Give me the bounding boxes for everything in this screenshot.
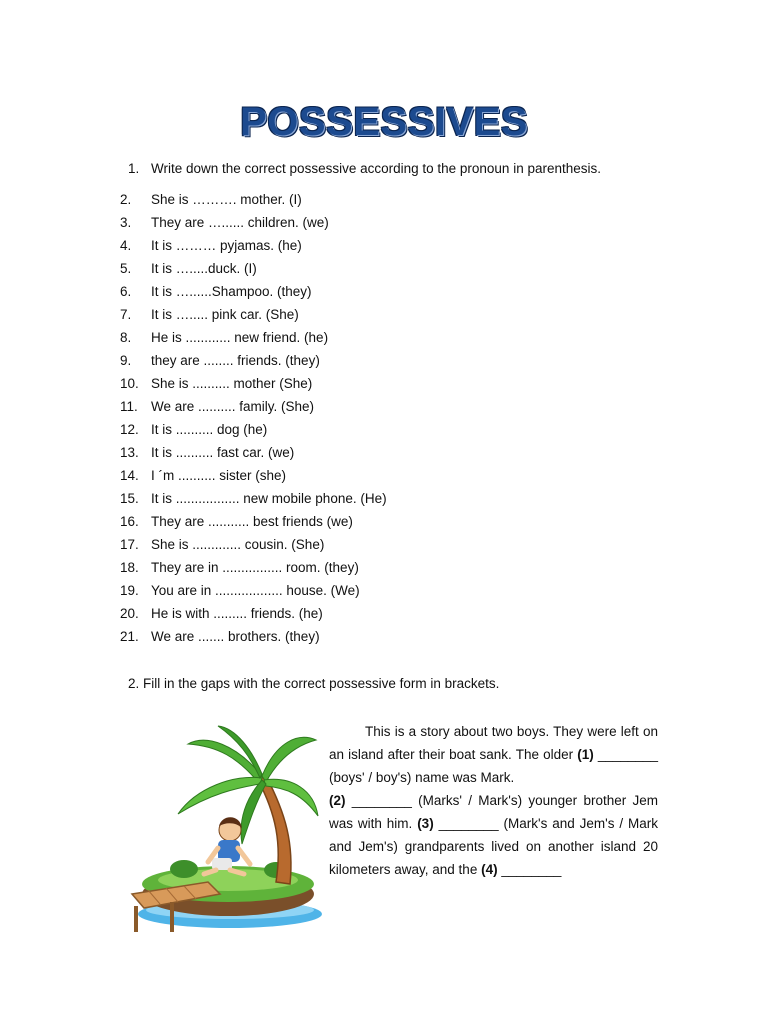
exercise-item	[120, 191, 387, 214]
palm-leaf	[241, 780, 266, 844]
exercise-item	[120, 467, 387, 490]
gap-marker: (2)	[329, 793, 346, 808]
exercise-number: 18.	[120, 560, 139, 575]
exercise-number: 16.	[120, 514, 139, 529]
exercise-item	[120, 490, 387, 513]
story-text: ________ (Marks' / Mark's) younger brother Jem was with him.	[329, 793, 658, 831]
exercise-text: We are .......... family. (She)	[151, 399, 315, 414]
gap-marker: (3)	[417, 816, 434, 831]
exercise-number: 12.	[120, 422, 139, 437]
section1-instruction-text: Write down the correct possessive according to the pronoun in parenthesis.	[151, 161, 601, 176]
exercise-text: They are …...... children. (we)	[151, 215, 329, 230]
exercise-number: 5.	[120, 261, 132, 276]
exercise-text: They are in ................ room. (they)	[151, 560, 359, 575]
exercise-number: 3.	[120, 215, 132, 230]
exercise-number: 11.	[120, 399, 138, 414]
exercise-item	[120, 352, 387, 375]
exercise-number: 21.	[120, 629, 139, 644]
story-text: This is a story about two boys. They were left on an island after their boat sank. The older	[329, 724, 658, 762]
exercise-text: He is ............ new friend. (he)	[151, 330, 329, 345]
exercise-number: 19.	[120, 583, 139, 598]
exercise-text: they are ........ friends. (they)	[151, 353, 320, 368]
story-text: ________ (boys' / boy's) name was Mark.	[329, 747, 658, 785]
exercise-item	[120, 536, 387, 559]
exercise-item	[120, 260, 387, 283]
exercise-number: 6.	[120, 284, 132, 299]
exercise-text: It is ……… pyjamas. (he)	[151, 238, 302, 253]
exercise-item	[120, 214, 387, 237]
exercise-item	[120, 306, 387, 329]
exercise-text: It is .......... fast car. (we)	[151, 445, 295, 460]
section2-instruction: 2. Fill in the gaps with the correct possessive form in brackets.	[128, 676, 500, 691]
section1-number: 1.	[128, 161, 140, 176]
exercise-number: 4.	[120, 238, 132, 253]
palm-leaf	[262, 737, 316, 782]
exercise-number: 20.	[120, 606, 139, 621]
exercise-text: She is ............. cousin. (She)	[151, 537, 325, 552]
exercise-item	[120, 559, 387, 582]
exercise-number: 7.	[120, 307, 132, 322]
exercise-item	[120, 628, 387, 651]
exercise-number: 15.	[120, 491, 139, 506]
exercise-item	[120, 605, 387, 628]
exercise-number: 2.	[120, 192, 132, 207]
title-text: POSSESSIVES	[240, 100, 528, 144]
exercise-item	[120, 582, 387, 605]
exercise-text: He is with ......... friends. (he)	[151, 606, 323, 621]
exercise-number: 14.	[120, 468, 139, 483]
exercise-text: It is ................. new mobile phone. (He)	[151, 491, 387, 506]
exercise-number: 13.	[120, 445, 139, 460]
island-illustration	[126, 724, 322, 936]
section1-instruction	[128, 161, 601, 176]
exercise-text: You are in .................. house. (We)	[151, 583, 360, 598]
exercise-text: It is ….....duck. (I)	[151, 261, 257, 276]
exercise-item	[120, 237, 387, 260]
exercise-number: 17.	[120, 537, 139, 552]
exercise-item	[120, 375, 387, 398]
exercise-text: It is …......Shampoo. (they)	[151, 284, 312, 299]
exercise-text: I ´m .......... sister (she)	[151, 468, 287, 483]
exercise-number: 9.	[120, 353, 132, 368]
exercise-item	[120, 283, 387, 306]
exercise-text: It is .......... dog (he)	[151, 422, 268, 437]
exercise-number: 10.	[120, 376, 139, 391]
story-text: ________	[497, 862, 562, 877]
exercise-number: 8.	[120, 330, 132, 345]
exercise-item	[120, 421, 387, 444]
gap-marker: (4)	[481, 862, 498, 877]
exercise-list	[120, 191, 387, 651]
exercise-text: We are ....... brothers. (they)	[151, 629, 320, 644]
exercise-text: She is .......... mother (She)	[151, 376, 313, 391]
exercise-item	[120, 444, 387, 467]
worksheet-title	[0, 100, 768, 145]
bush-left	[170, 860, 198, 878]
exercise-text: It is …..... pink car. (She)	[151, 307, 299, 322]
exercise-item	[120, 513, 387, 536]
story-text: ________ (Mark's and Jem's / Mark and Jem's) grandparents lived on another island 20 kilometers away, and the	[329, 816, 658, 877]
exercise-text: She is ………. mother. (I)	[151, 192, 302, 207]
story-paragraph	[329, 720, 658, 881]
exercise-item	[120, 329, 387, 352]
exercise-text: They are ........... best friends (we)	[151, 514, 353, 529]
exercise-item	[120, 398, 387, 421]
gap-marker: (1)	[577, 747, 594, 762]
